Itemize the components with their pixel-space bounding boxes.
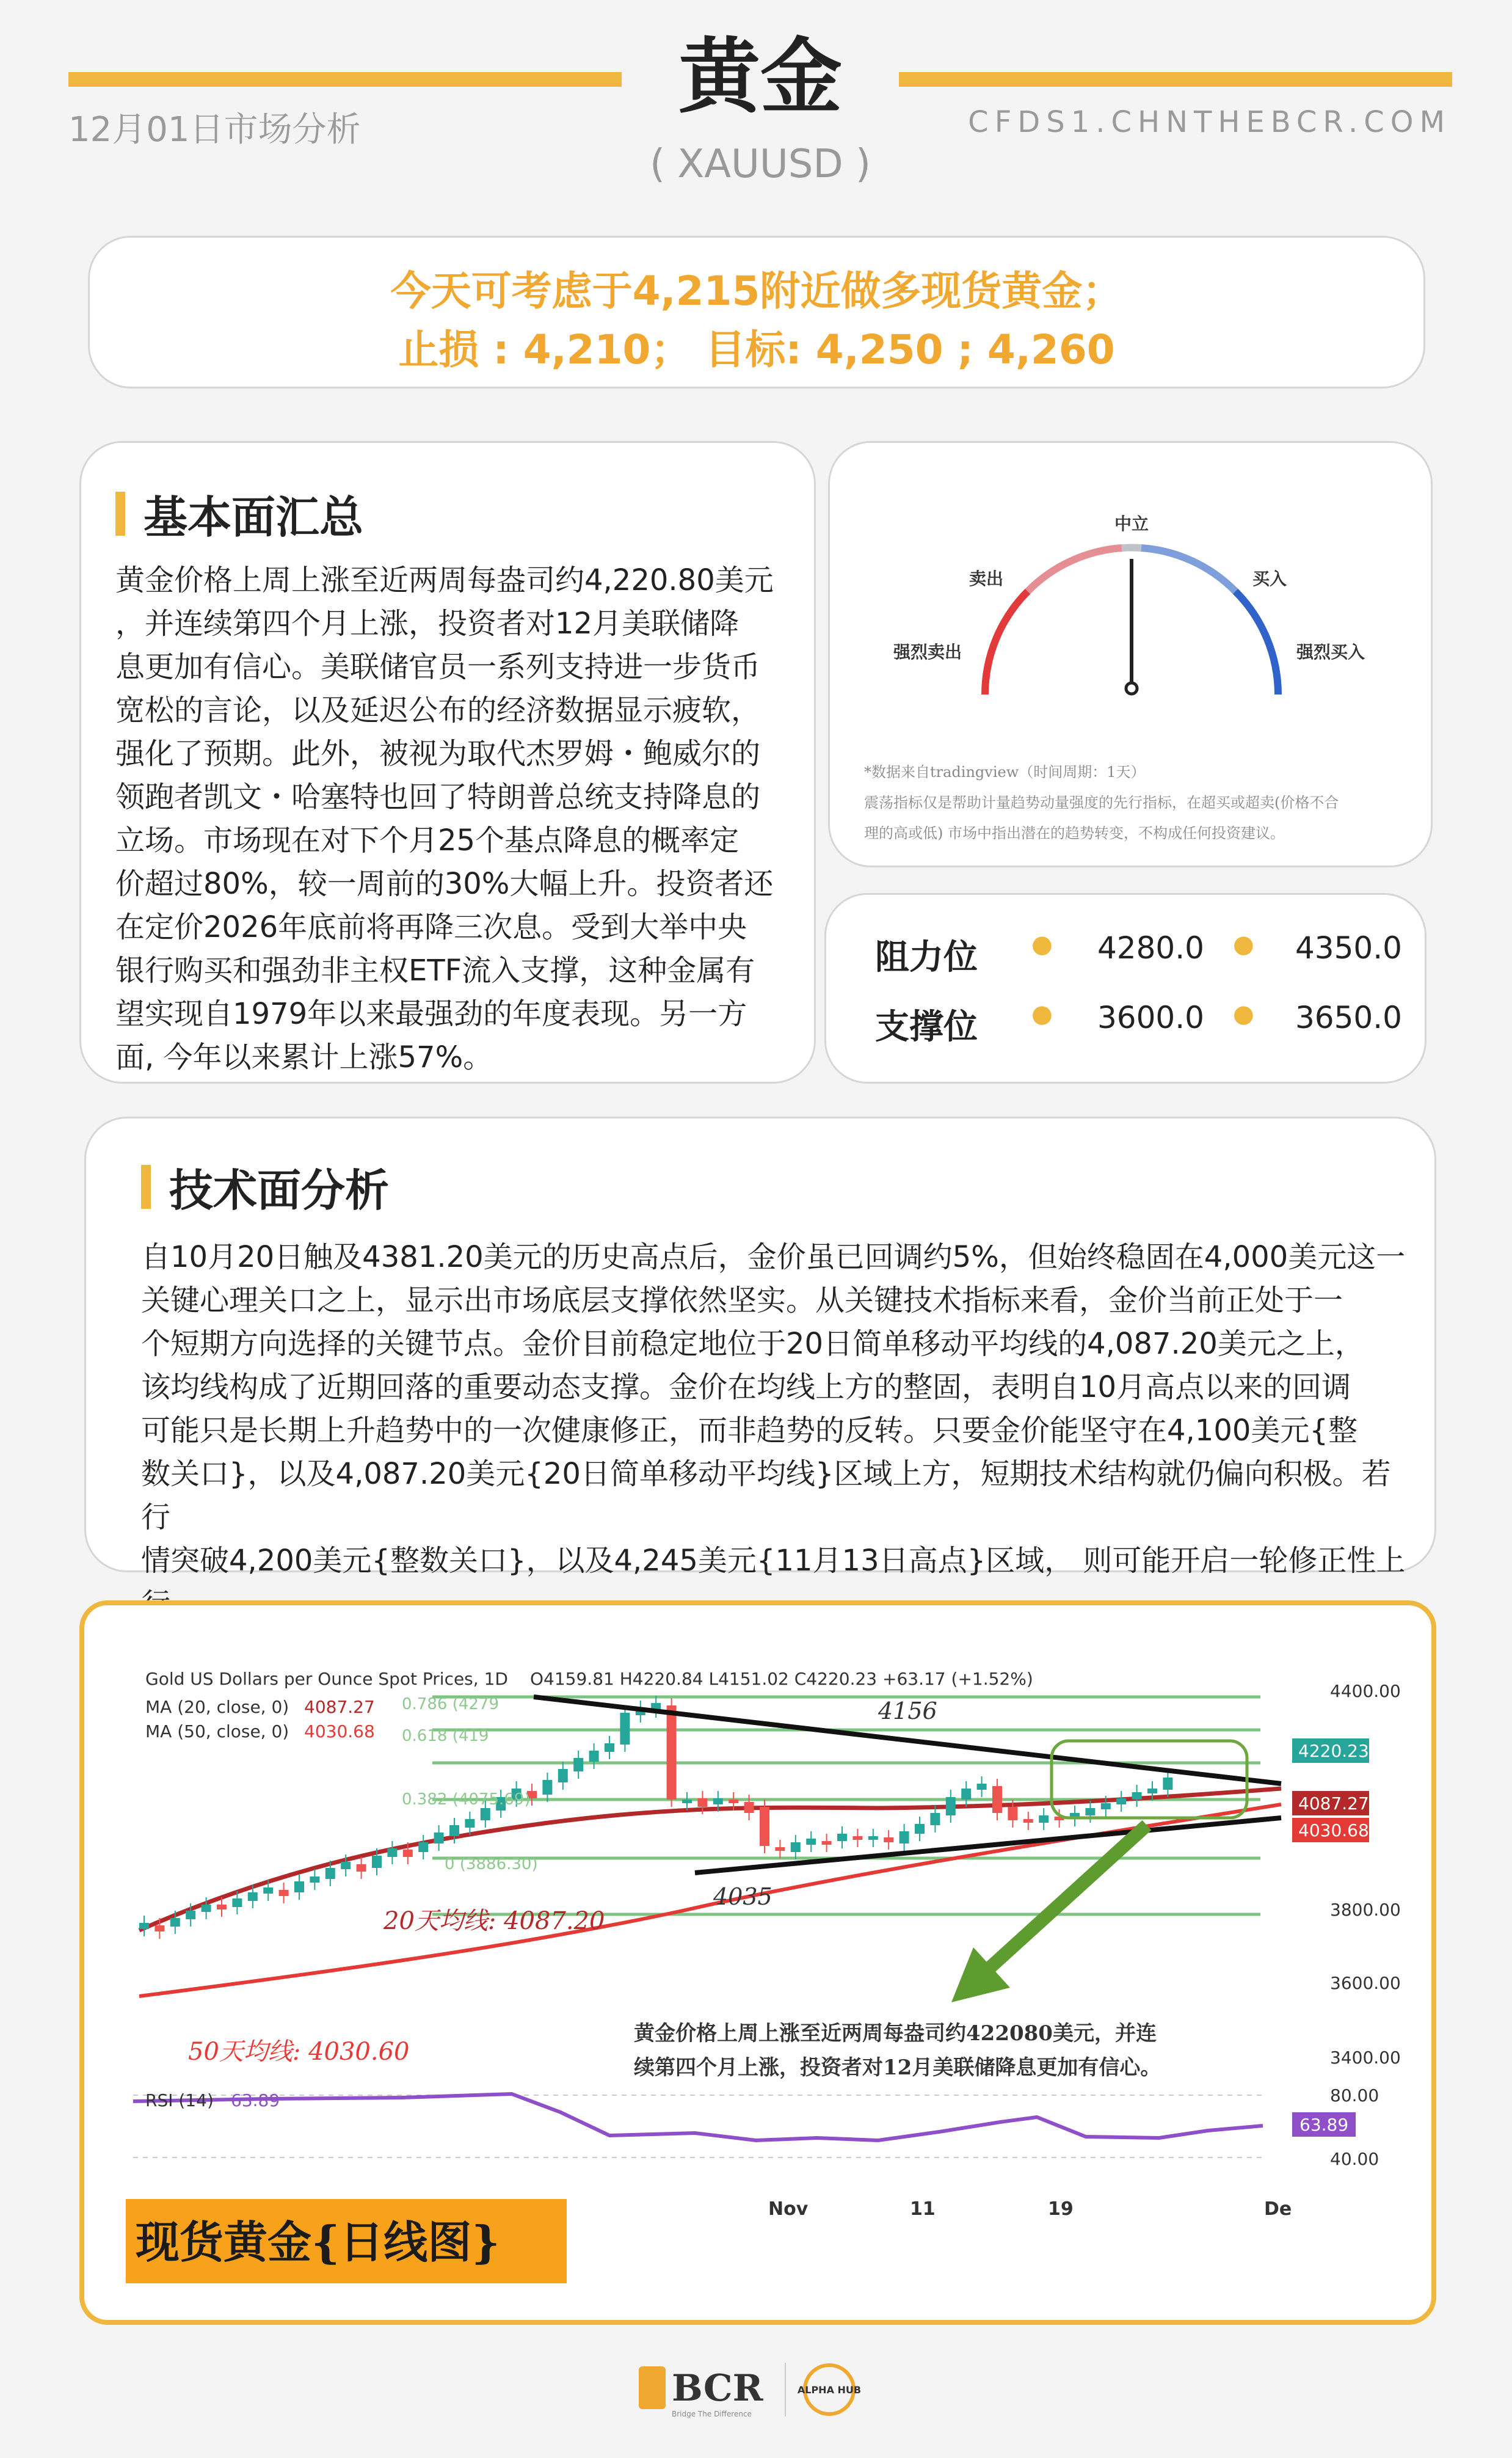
candle-body <box>573 1758 583 1771</box>
heading-marker <box>141 1165 151 1209</box>
candle-body <box>341 1862 351 1869</box>
technical-line: 可能只是长期上升趋势中的一次健康修正，而非趋势的反转。只要金价能坚守在4,100美元{整 <box>141 1413 1358 1448</box>
header-accent-bar-right <box>899 72 1452 87</box>
candle-body <box>372 1856 382 1868</box>
gauge-dial <box>830 443 1434 754</box>
ma50-legend-value: 4030.68 <box>304 1721 375 1741</box>
gauge-note-line: 震荡指标仅是帮助计量趋势动量强度的先行指标，在超买或超卖(价格不合 <box>864 794 1339 811</box>
fundamentals-line: 银行购买和强劲非主权ETF流入支撑，这种金属有 <box>115 954 755 988</box>
fundamentals-line: 黄金价格上周上涨至近两周每盎司约4,220.80美元 <box>115 563 774 597</box>
candle-body <box>744 1802 754 1813</box>
ma20-price-tag-text: 4087.27 <box>1298 1793 1369 1814</box>
brand-logo-mark <box>639 2366 666 2409</box>
candle-body <box>279 1890 289 1896</box>
candle-body <box>170 1918 180 1927</box>
fundamentals-line: 息更加有信心。美联储官员一系列支持进一步货币 <box>115 650 761 684</box>
fundamentals-title: 基本面汇总 <box>144 492 364 543</box>
rsi-value-tag-text: 63.89 <box>1299 2115 1349 2135</box>
resistance-value-1: 4280.0 <box>1097 930 1204 966</box>
candle-body <box>620 1713 630 1745</box>
candle-body <box>852 1836 862 1840</box>
rsi-line <box>133 2094 1263 2140</box>
fundamentals-card <box>79 441 816 1084</box>
candle-body <box>248 1892 258 1901</box>
ma50-legend: MA (50, close, 0) <box>145 1721 289 1741</box>
instrument-symbol: ( XAUUSD ) <box>650 142 871 187</box>
candle-body <box>868 1836 878 1840</box>
brand-logo <box>635 2355 892 2423</box>
gauge-arc-neutral <box>1122 547 1141 548</box>
ma20-legend-value: 4087.27 <box>304 1697 375 1717</box>
candle-body <box>202 1905 211 1912</box>
support-value-1: 3600.0 <box>1097 1000 1204 1035</box>
rsi-label: RSI (14) <box>145 2090 214 2110</box>
rsi-panel <box>133 2085 1379 2169</box>
site-url[interactable]: CFDS1.CHNTHEBCR.COM <box>968 105 1451 139</box>
candle-body <box>139 1923 149 1929</box>
key-levels-card <box>824 893 1427 1084</box>
candle-body <box>387 1848 397 1857</box>
candle-body <box>481 1808 490 1820</box>
brand-logo-text: BCR <box>672 2367 763 2410</box>
fundamentals-line: 立场。市场现在对下个月25个基点降息的概率定 <box>115 823 740 858</box>
gauge-disclaimer <box>864 757 1401 848</box>
candle-body <box>434 1833 444 1844</box>
candle-body <box>1023 1819 1033 1823</box>
technical-heading <box>141 1155 1406 1219</box>
gauge-arc-sell <box>1028 548 1122 591</box>
technical-title: 技术面分析 <box>169 1165 390 1216</box>
candle-body <box>697 1798 707 1807</box>
fundamentals-line: 价超过80%，较一周前的30%大幅上升。投资者还 <box>115 867 774 901</box>
fib-label: 0 (3886.30) <box>445 1855 538 1873</box>
technical-line: 关键心理关口之上，显示出市场底层支撑依然坚实。从关键技术指标来看，金价当前正处于一 <box>141 1283 1343 1318</box>
candle-body <box>1116 1798 1126 1804</box>
price-tick: 4400.00 <box>1330 1681 1401 1701</box>
resistance-label: 阻力位 <box>875 938 978 977</box>
ma20-legend: MA (20, close, 0) <box>145 1697 289 1717</box>
technical-line: 情突破4,200美元{整数关口}，以及4,245美元{11月13日高点}区域， 则可能开启一轮修正性上 <box>141 1544 1406 1578</box>
candle-body <box>154 1925 164 1931</box>
candle-body <box>682 1800 692 1803</box>
technical-line: 该均线构成了近期回落的重要动态支撑。金价在均线上方的整固，表明自10月高点以来的回调 <box>141 1370 1351 1404</box>
fundamentals-line: ，并连续第四个月上涨，投资者对12月美联储降 <box>115 607 740 641</box>
candle-body <box>1039 1815 1049 1823</box>
annotation-low: 4035 <box>713 1883 772 1910</box>
bullet-dot: ● <box>1031 930 1053 958</box>
candle-body <box>977 1784 987 1790</box>
candle-body <box>449 1825 459 1836</box>
page-title: 黄金 <box>678 29 842 125</box>
candle-body <box>294 1881 304 1892</box>
gauge-label-strong-buy: 强烈买入 <box>1296 642 1365 662</box>
candle-body <box>605 1743 614 1752</box>
support-label: 支撑位 <box>875 1007 978 1047</box>
technical-line: 数关口}，以及4,087.20美元{20日简单移动平均线}区域上方，短期技术结构就仍偏向积极。若行 <box>141 1457 1391 1534</box>
chart-badge-text: 现货黄金{日线图} <box>136 2216 500 2268</box>
annotation-ma50: 50天均线: 4030.60 <box>188 2038 410 2066</box>
technical-analysis-card <box>84 1117 1436 1578</box>
candle-body <box>1147 1789 1157 1793</box>
candle-body <box>760 1807 769 1846</box>
candle-body <box>418 1842 428 1852</box>
rsi-tick: 40.00 <box>1330 2149 1379 2169</box>
candle-body <box>465 1819 474 1828</box>
trend-line-lower <box>695 1818 1281 1873</box>
candle-body <box>884 1837 893 1842</box>
candle-body <box>357 1864 366 1872</box>
candle-body <box>729 1800 738 1803</box>
x-tick: 11 <box>910 2198 936 2220</box>
gauge-label-neutral: 中立 <box>1114 514 1149 534</box>
candle-body <box>232 1898 242 1907</box>
candle-body <box>713 1798 723 1804</box>
gauge-pivot <box>1126 683 1137 694</box>
price-tick: 3800.00 <box>1330 1900 1401 1920</box>
annotation-note-line2: 续第四个月上涨，投资者对12月美联储降息更加有信心。 <box>634 2055 1161 2080</box>
candle-body <box>1008 1807 1017 1820</box>
candle-body <box>263 1887 273 1894</box>
fundamentals-line: 强化了预期。此外，被视为取代杰罗姆・鲍威尔的 <box>115 737 761 771</box>
chart-ohlc: O4159.81 H4220.84 L4151.02 C4220.23 +63.17 (+1.52%) <box>530 1669 1033 1689</box>
x-tick: 19 <box>1048 2198 1074 2220</box>
alpha-hub-text: ALPHA HUB <box>797 2384 862 2396</box>
candle-body <box>403 1850 413 1857</box>
candle-body <box>1101 1803 1111 1809</box>
candle-body <box>961 1789 971 1800</box>
gauge-label-buy: 买入 <box>1252 569 1287 589</box>
candle-body <box>822 1841 832 1845</box>
gauge-note-line: 理的高或低) 市场中指出潜在的趋势转变，不构成任何投资建议。 <box>864 825 1285 842</box>
annotation-ma20: 20天均线: 4087.20 <box>383 1907 605 1935</box>
price-tick: 3400.00 <box>1330 2048 1401 2068</box>
x-tick: De <box>1264 2198 1292 2220</box>
heading-marker <box>115 492 125 536</box>
fundamentals-line: 宽松的言论，以及延迟公布的经济数据显示疲软， <box>115 693 761 728</box>
price-chart <box>84 1605 1431 2320</box>
candle-body <box>186 1911 195 1919</box>
fundamentals-line: 在定价2026年底前将再降三次息。受到大举中央 <box>115 910 747 944</box>
trade-recommendation-card <box>88 236 1425 388</box>
candle-body <box>542 1780 552 1795</box>
technical-line: 个短期方向选择的关键节点。金价目前稳定地位于20日简单移动平均线的4,087.20美元之上， <box>141 1327 1364 1361</box>
candle-body <box>915 1824 925 1834</box>
candle-body <box>589 1751 599 1762</box>
last-price-tag-text: 4220.23 <box>1298 1741 1369 1761</box>
ma50-price-tag-text: 4030.68 <box>1298 1820 1369 1840</box>
fundamentals-line: 领跑者凯文・哈塞特也回了特朗普总统支持降息的 <box>115 780 761 814</box>
fundamentals-heading <box>115 482 786 545</box>
resistance-value-2: 4350.0 <box>1295 930 1402 966</box>
candle-body <box>1163 1778 1172 1790</box>
technical-gauge-card <box>828 441 1433 867</box>
candle-body <box>806 1839 816 1845</box>
gauge-label-sell: 卖出 <box>969 569 1004 589</box>
gauge-arc-strong-sell <box>985 591 1028 695</box>
fib-label: 0.786 (4279 <box>402 1695 500 1713</box>
brand-tagline: Bridge The Difference <box>672 2410 752 2418</box>
candle-body <box>310 1876 319 1883</box>
candle-body <box>837 1834 847 1841</box>
gauge-arc-strong-buy <box>1235 591 1278 695</box>
fundamentals-body <box>115 559 786 1079</box>
fundamentals-line: 面, 今年以来累计上涨57%。 <box>115 1040 493 1074</box>
candle-body <box>930 1813 940 1825</box>
candle-body <box>667 1705 677 1800</box>
fib-label: 0.382 (4075.69) <box>402 1790 531 1809</box>
price-tick: 3600.00 <box>1330 1973 1401 1993</box>
candle-body <box>217 1905 227 1909</box>
candle-body <box>992 1786 1002 1813</box>
bullet-dot: ● <box>1233 1000 1254 1028</box>
x-tick: Nov <box>768 2198 809 2220</box>
candle-body <box>558 1769 568 1782</box>
candle-body <box>900 1831 909 1844</box>
header-accent-bar-left <box>68 72 622 87</box>
report-date: 12月01日市场分析 <box>68 110 361 150</box>
support-value-2: 3650.0 <box>1295 1000 1402 1035</box>
price-axis <box>1292 1681 1401 2068</box>
gauge-note-line: *数据来自tradingview（时间周期：1天） <box>864 764 1146 781</box>
chart-legend-title: Gold US Dollars per Ounce Spot Prices, 1D <box>145 1669 508 1689</box>
fib-label: 0.618 (419 <box>402 1727 489 1745</box>
candle-body <box>791 1842 801 1852</box>
bullet-dot: ● <box>1031 1000 1053 1028</box>
fundamentals-line: 望实现自1979年以来最强劲的年度表现。另一方 <box>115 997 747 1031</box>
recommendation-line-1: 今天可考虑于4,215附近做多现货黄金； <box>390 268 1123 315</box>
annotation-peak: 4156 <box>878 1698 937 1724</box>
candle-body <box>775 1847 785 1851</box>
rsi-legend-value: 63.89 <box>231 2090 280 2110</box>
candle-body <box>1085 1808 1095 1815</box>
annotation-note-line1: 黄金价格上周上涨至近两周每盎司约422080美元，并连 <box>634 2021 1157 2046</box>
gauge-arc-buy <box>1141 548 1235 591</box>
bullet-dot: ● <box>1233 930 1254 958</box>
recommendation-line-2: 止损 : 4,210； 目标: 4,250 ; 4,260 <box>398 326 1115 373</box>
rsi-tick: 80.00 <box>1330 2085 1379 2106</box>
gauge-label-strong-sell: 强烈卖出 <box>893 642 962 662</box>
candle-body <box>325 1868 335 1879</box>
price-chart-card <box>79 1600 1436 2325</box>
candlesticks <box>139 1696 1172 1939</box>
technical-line: 自10月20日触及4381.20美元的历史高点后，金价虽已回调约5%，但始终稳固在4,000美元这一 <box>141 1240 1406 1274</box>
candle-body <box>946 1797 956 1815</box>
candle-body <box>1132 1792 1142 1800</box>
consolidation-highlight <box>1052 1741 1247 1818</box>
